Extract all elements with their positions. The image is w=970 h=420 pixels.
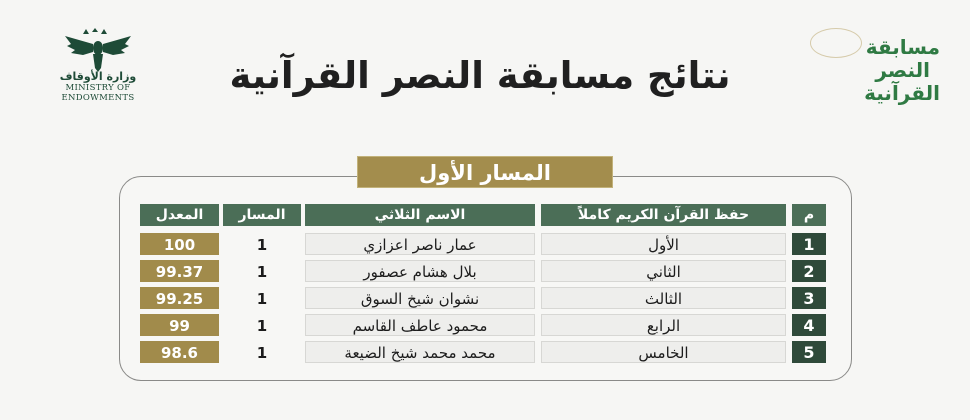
ministry-name-english-2: ENDOWMENTS <box>61 93 135 103</box>
table-row-category: الرابع <box>541 314 786 336</box>
logo-ornament-icon <box>810 28 862 58</box>
eagle-emblem-icon <box>63 28 133 72</box>
table-row-num: 2 <box>792 260 826 282</box>
table-row-name: محمود عاطف القاسم <box>305 314 535 336</box>
table-row-track: 1 <box>256 236 268 254</box>
table-row-score: 99.37 <box>140 260 219 282</box>
table-row-num: 1 <box>792 233 826 255</box>
col-header-score: المعدل <box>140 204 219 226</box>
col-header-category: حفظ القرآن الكريم كاملاً <box>541 204 786 226</box>
logo-line-1: مسابقة <box>865 35 940 59</box>
page-title: نتائج مسابقة النصر القرآنية <box>229 54 731 97</box>
section-label: المسار الأول <box>357 156 613 188</box>
table-row-track: 1 <box>256 290 268 308</box>
table-row-track: 1 <box>256 317 268 335</box>
ministry-name-arabic: وزارة الأوقاف <box>59 70 137 83</box>
table-row-num: 3 <box>792 287 826 309</box>
col-header-name: الاسم الثلاثي <box>305 204 535 226</box>
table-row-category: الثالث <box>541 287 786 309</box>
logo-line-2: النصر <box>875 58 930 82</box>
table-row-score: 99.25 <box>140 287 219 309</box>
col-header-num: م <box>792 204 826 226</box>
table-row-name: نشوان شيخ السوق <box>305 287 535 309</box>
ministry-name-english-1: MINISTRY OF <box>65 83 131 93</box>
col-header-track: المسار <box>223 204 301 226</box>
table-row-num: 5 <box>792 341 826 363</box>
table-row-category: الخامس <box>541 341 786 363</box>
table-row-score: 99 <box>140 314 219 336</box>
logo-line-3: القرآنية <box>864 81 940 105</box>
ministry-logo <box>38 28 158 118</box>
table-row-name: محمد محمد شيخ الضيعة <box>305 341 535 363</box>
table-row-score: 98.6 <box>140 341 219 363</box>
table-row-name: بلال هشام عصفور <box>305 260 535 282</box>
table-row-score: 100 <box>140 233 219 255</box>
table-row-category: الأول <box>541 233 786 255</box>
table-row-name: عمار ناصر اعزازي <box>305 233 535 255</box>
table-row-num: 4 <box>792 314 826 336</box>
table-row-category: الثاني <box>541 260 786 282</box>
competition-logo <box>825 36 940 116</box>
table-row-track: 1 <box>256 263 268 281</box>
table-row-track: 1 <box>256 344 268 362</box>
